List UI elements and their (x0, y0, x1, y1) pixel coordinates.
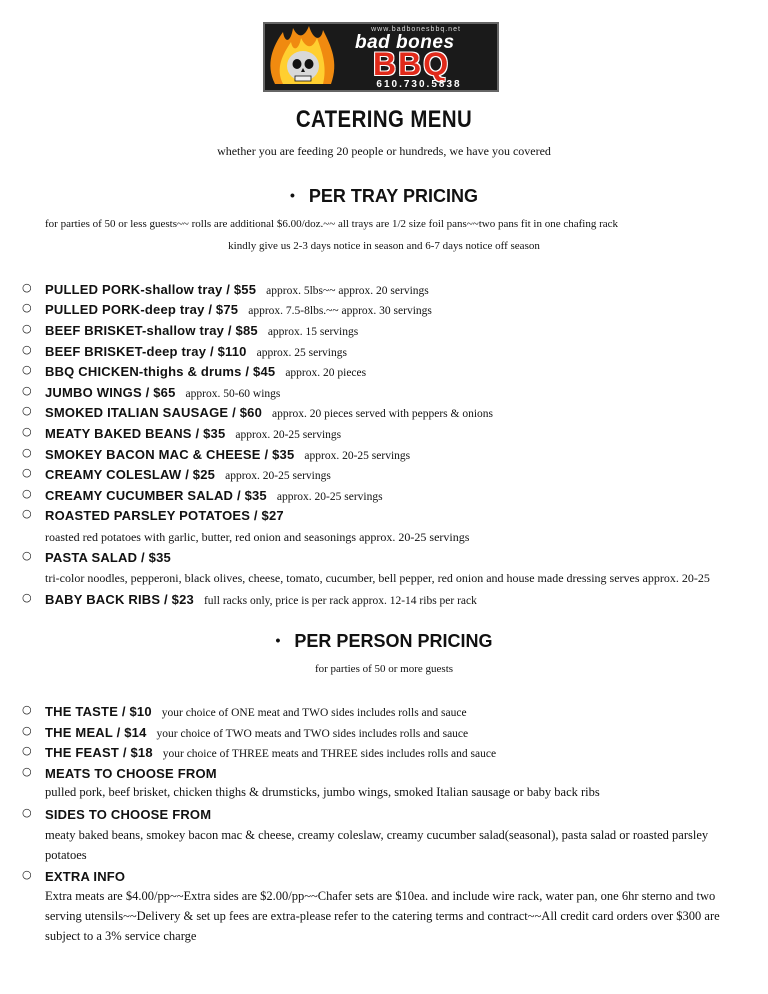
item-name: SIDES TO CHOOSE FROM (45, 807, 212, 822)
page-title: CATERING MENU (295, 106, 473, 133)
item-name: MEATY BAKED BEANS / $35 (45, 426, 226, 441)
item-detail: approx. 20-25 servings (276, 491, 383, 503)
pasta-description: tri-color noodles, pepperoni, black olives, cheese, tomato, cucumber, bell pepper, red onion and house made dressing serves approx. 20-25 (45, 571, 710, 585)
item-detail: approx. 15 servings (267, 326, 359, 338)
bullet-dot-icon: • (290, 187, 295, 203)
circle-bullet-icon: ○ (22, 507, 32, 520)
circle-bullet-icon: ○ (22, 591, 32, 604)
circle-bullet-icon: ○ (22, 724, 32, 737)
logo-url: www.badbonesbbq.net (371, 26, 461, 33)
logo-phone: 610.730.5838 (376, 79, 462, 90)
extra-info-description: Extra meats are $4.00/pp~~Extra sides are $2.00/pp~~Chafer sets are $10ea. and include wire rack, water pan, one 6hr sterno and two serving utensils~~Delivery & set up fees are extra-please refer to the catering terms and contract~~All credit card orders over $300 are subject to a 3% service charge (45, 889, 720, 943)
item-detail: your choice of ONE meat and TWO sides includes rolls and sauce (161, 707, 467, 719)
tray-note-1: for parties of 50 or less guests~~ rolls are additional $6.00/doz.~~ all trays are 1/2 size foil pans~~two pans fit in one chafing rack (45, 218, 619, 230)
bullet-dot-icon: • (275, 632, 281, 648)
item-detail: your choice of THREE meats and THREE sides includes rolls and sauce (162, 748, 497, 760)
circle-bullet-icon: ○ (22, 868, 32, 881)
circle-bullet-icon: ○ (22, 343, 32, 356)
circle-bullet-icon: ○ (22, 466, 32, 479)
item-name: PULLED PORK-shallow tray / $55 (45, 282, 257, 297)
logo (263, 22, 499, 92)
circle-bullet-icon: ○ (22, 487, 32, 500)
item-name: CREAMY CUCUMBER SALAD / $35 (45, 488, 267, 503)
item-detail: approx. 5lbs~~ approx. 20 servings (266, 285, 429, 297)
circle-bullet-icon: ○ (22, 806, 32, 819)
tagline: whether you are feeding 20 people or hundreds, we have you covered (217, 144, 551, 158)
item-name: PASTA SALAD / $35 (45, 550, 171, 565)
item-detail: approx. 20-25 servings (235, 429, 342, 441)
item-detail: approx. 20 pieces served with peppers & onions (272, 408, 494, 420)
item-name: BABY BACK RIBS / $23 (45, 592, 194, 607)
logo-brand-line2: BBQ (373, 46, 451, 82)
item-name: BEEF BRISKET-deep tray / $110 (45, 344, 247, 359)
logo-brand-line1: bad bones (355, 32, 455, 53)
item-name: ROASTED PARSLEY POTATOES / $27 (45, 508, 284, 523)
circle-bullet-icon: ○ (22, 281, 32, 294)
flaming-skull-icon (265, 24, 355, 90)
item-name: JUMBO WINGS / $65 (45, 385, 176, 400)
item-name: SMOKEY BACON MAC & CHEESE / $35 (45, 447, 295, 462)
item-detail: approx. 50-60 wings (185, 388, 281, 400)
person-section-heading (0, 631, 768, 652)
item-name: THE FEAST / $18 (45, 745, 153, 760)
item-detail: approx. 20-25 servings (304, 450, 411, 462)
item-name: THE MEAL / $14 (45, 725, 147, 740)
item-name: THE TASTE / $10 (45, 704, 152, 719)
item-detail: approx. 20-25 servings (225, 470, 331, 482)
item-detail: approx. 7.5-8lbs.~~ approx. 30 servings (248, 305, 432, 317)
circle-bullet-icon: ○ (22, 322, 32, 335)
circle-bullet-icon: ○ (22, 703, 32, 716)
circle-bullet-icon: ○ (22, 363, 32, 376)
circle-bullet-icon: ○ (22, 744, 32, 757)
item-detail: approx. 20 pieces (285, 367, 367, 379)
circle-bullet-icon: ○ (22, 425, 32, 438)
circle-bullet-icon: ○ (22, 765, 32, 778)
tray-section-heading (0, 186, 768, 207)
circle-bullet-icon: ○ (22, 404, 32, 417)
item-detail: full racks only, price is per rack approx. 12-14 ribs per rack (203, 595, 477, 607)
item-name: BBQ CHICKEN-thighs & drums / $45 (45, 364, 276, 379)
item-name: BEEF BRISKET-shallow tray / $85 (45, 323, 258, 338)
meats-description: pulled pork, beef brisket, chicken thighs & drumsticks, jumbo wings, smoked Italian sausage or baby back ribs (45, 785, 600, 799)
item-name: MEATS TO CHOOSE FROM (45, 766, 217, 781)
circle-bullet-icon: ○ (22, 384, 32, 397)
item-name: PULLED PORK-deep tray / $75 (45, 302, 239, 317)
potatoes-description: roasted red potatoes with garlic, butter, red onion and seasonings approx. 20-25 servings (45, 530, 470, 544)
item-detail: approx. 25 servings (256, 347, 347, 359)
circle-bullet-icon: ○ (22, 446, 32, 459)
person-heading-text: PER PERSON PRICING (294, 631, 493, 651)
person-note: for parties of 50 or more guests (314, 663, 454, 675)
sides-description: meaty baked beans, smokey bacon mac & cheese, creamy coleslaw, creamy cucumber salad(seasonal), pasta salad or roasted parsley potatoes (45, 828, 709, 862)
tray-heading-text: PER TRAY PRICING (308, 186, 478, 206)
tray-note-2: kindly give us 2-3 days notice in season and 6-7 days notice off season (228, 240, 540, 252)
item-name: SMOKED ITALIAN SAUSAGE / $60 (45, 405, 263, 420)
circle-bullet-icon: ○ (22, 301, 32, 314)
item-detail: your choice of TWO meats and TWO sides includes rolls and sauce (156, 728, 469, 740)
circle-bullet-icon: ○ (22, 549, 32, 562)
item-name: CREAMY COLESLAW / $25 (45, 467, 216, 482)
item-name: EXTRA INFO (45, 869, 126, 884)
